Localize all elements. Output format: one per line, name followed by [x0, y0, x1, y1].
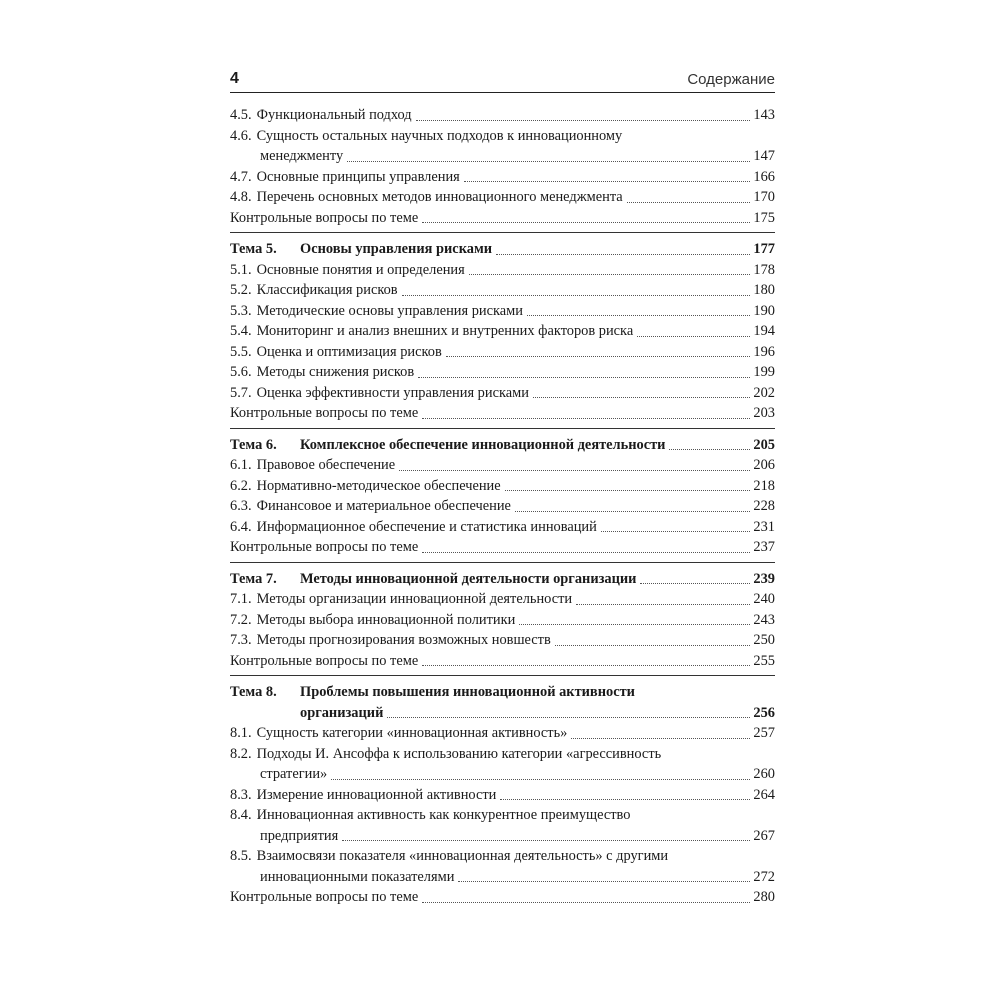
toc-entry-line [230, 610, 775, 631]
entry-page: 203 [753, 405, 775, 421]
theme-title: Проблемы повышения инновационной активности [300, 684, 635, 700]
theme-label: Тема 6. [230, 436, 277, 453]
entry-page: 180 [753, 282, 775, 298]
toc-page [230, 70, 775, 912]
toc-entry-line [230, 455, 775, 476]
entry-page: 255 [753, 652, 775, 669]
entry-number: 4.8. [230, 189, 252, 205]
leader-dots [402, 295, 751, 296]
entry-title: Методы организации инновационной деятельности [256, 591, 573, 607]
entry-title: Оценка и оптимизация рисков [256, 343, 442, 360]
entry-page: 196 [753, 343, 775, 360]
entry-title: Информационное обеспечение и статистика инноваций [256, 518, 597, 535]
entry-page: 199 [753, 364, 775, 380]
theme-heading-line [230, 435, 775, 456]
toc-entry-line [230, 517, 775, 538]
theme-label: Тема 5. [230, 241, 277, 257]
entry-title: Методические основы управления рисками [256, 302, 523, 319]
toc-section [230, 429, 775, 563]
page-header [230, 70, 775, 93]
toc-entry-line [230, 342, 775, 363]
entry-page: 190 [753, 302, 775, 319]
toc-entry-line [230, 362, 775, 383]
leader-dots [627, 202, 751, 203]
toc-entry-line [230, 651, 775, 672]
toc-entry-line [230, 589, 775, 610]
toc-entry-line [230, 805, 775, 826]
theme-heading-line [230, 569, 775, 590]
theme-heading-line [230, 703, 775, 724]
toc-section [230, 676, 775, 912]
entry-title: Контрольные вопросы по теме [230, 889, 419, 905]
entry-page: 240 [753, 591, 775, 607]
entry-number: 4.5. [230, 107, 252, 123]
entry-number: 7.3. [230, 632, 252, 648]
toc-entry-line [230, 846, 775, 867]
entry-title: Мониторинг и анализ внешних и внутренних факторов риска [256, 323, 634, 339]
theme-heading-line [230, 682, 775, 703]
entry-title: Сущность остальных научных подходов к инновационному [256, 127, 623, 144]
toc-entry-line [230, 764, 775, 785]
page-number: 4 [230, 70, 239, 87]
entry-title: Перечень основных методов инновационного менеджмента [256, 189, 623, 205]
entry-page: 218 [753, 477, 775, 494]
leader-dots [422, 418, 750, 419]
leader-dots [418, 377, 750, 378]
leader-dots [416, 120, 751, 121]
entry-number: 4.6. [230, 127, 252, 144]
theme-page: 256 [753, 704, 775, 721]
entry-number: 7.1. [230, 591, 252, 607]
theme-label: Тема 8. [230, 684, 277, 700]
entry-number: 8.4. [230, 807, 252, 823]
toc-section [230, 563, 775, 677]
toc-entry-line [230, 476, 775, 497]
toc-section [230, 233, 775, 429]
entry-page: 166 [753, 168, 775, 185]
entry-number: 8.5. [230, 848, 252, 864]
theme-heading-line [230, 239, 775, 260]
table-of-contents [230, 93, 775, 912]
entry-number: 5.1. [230, 261, 252, 278]
entry-number: 8.3. [230, 786, 252, 803]
leader-dots [496, 254, 750, 255]
leader-dots [399, 470, 750, 471]
leader-dots [576, 604, 750, 605]
entry-page: 257 [753, 725, 775, 741]
theme-page: 205 [753, 436, 775, 453]
toc-entry-line [230, 321, 775, 342]
entry-page: 272 [753, 868, 775, 885]
entry-page: 260 [753, 766, 775, 782]
leader-dots [527, 315, 750, 316]
leader-dots [422, 665, 750, 666]
leader-dots [342, 840, 750, 841]
entry-number: 5.3. [230, 302, 252, 319]
toc-entry-line [230, 105, 775, 126]
theme-page: 239 [753, 570, 775, 587]
entry-number: 4.7. [230, 168, 252, 185]
leader-dots [458, 881, 750, 882]
toc-entry-line [230, 301, 775, 322]
leader-dots [331, 779, 750, 780]
entry-title: Методы прогнозирования возможных новшеств [256, 632, 551, 648]
toc-entry-line [230, 208, 775, 229]
toc-entry-line [230, 867, 775, 888]
entry-number: 5.7. [230, 384, 252, 401]
entry-page: 231 [753, 518, 775, 535]
entry-title: Контрольные вопросы по теме [230, 539, 419, 555]
entry-number: 5.6. [230, 364, 252, 380]
theme-title: Комплексное обеспечение инновационной деятельности [300, 436, 666, 453]
entry-number: 8.2. [230, 745, 252, 762]
entry-title: Измерение инновационной активности [256, 786, 497, 803]
leader-dots [422, 222, 750, 223]
leader-dots [637, 336, 750, 337]
leader-dots [669, 449, 750, 450]
toc-entry-line [230, 785, 775, 806]
entry-page: 264 [753, 786, 775, 803]
entry-number: 6.1. [230, 457, 252, 473]
entry-title: Основные принципы управления [256, 168, 460, 185]
entry-number: 5.2. [230, 282, 252, 298]
leader-dots [571, 738, 750, 739]
leader-dots [640, 583, 750, 584]
entry-title: Контрольные вопросы по теме [230, 652, 419, 669]
toc-entry-line [230, 630, 775, 651]
entry-title: Финансовое и материальное обеспечение [256, 498, 511, 514]
entry-title: инновационными показателями [260, 868, 455, 885]
entry-title: Инновационная активность как конкурентное преимущество [256, 807, 631, 823]
entry-page: 170 [753, 189, 775, 205]
leader-dots [464, 181, 751, 182]
leader-dots [422, 552, 750, 553]
entry-page: 175 [753, 209, 775, 226]
entry-number: 7.2. [230, 611, 252, 628]
leader-dots [469, 274, 751, 275]
leader-dots [505, 490, 751, 491]
entry-page: 237 [753, 539, 775, 555]
leader-dots [515, 511, 751, 512]
toc-entry-line [230, 744, 775, 765]
entry-title: Оценка эффективности управления рисками [256, 384, 529, 401]
leader-dots [601, 531, 751, 532]
entry-number: 6.2. [230, 477, 252, 494]
theme-title: организаций [300, 704, 384, 721]
entry-title: Функциональный подход [256, 107, 412, 123]
toc-entry-line [230, 383, 775, 404]
entry-title: Сущность категории «инновационная активность» [256, 725, 568, 741]
leader-dots [347, 161, 750, 162]
toc-entry-line [230, 146, 775, 167]
theme-title: Основы управления рисками [300, 241, 493, 257]
toc-entry-line [230, 187, 775, 208]
entry-number: 6.3. [230, 498, 252, 514]
leader-dots [422, 902, 750, 903]
toc-entry-line [230, 537, 775, 558]
leader-dots [519, 624, 750, 625]
entry-title: Методы снижения рисков [256, 364, 415, 380]
running-title: Содержание [687, 71, 775, 88]
toc-entry-line [230, 167, 775, 188]
toc-entry-line [230, 126, 775, 147]
toc-entry-line [230, 826, 775, 847]
entry-page: 280 [753, 889, 775, 905]
entry-title: Основные понятия и определения [256, 261, 465, 278]
theme-label: Тема 7. [230, 570, 277, 587]
entry-title: Методы выбора инновационной политики [256, 611, 516, 628]
toc-entry-line [230, 496, 775, 517]
entry-title: Нормативно-методическое обеспечение [256, 477, 501, 494]
entry-title: предприятия [260, 827, 339, 844]
toc-entry-line [230, 280, 775, 301]
entry-title: Взаимосвязи показателя «инновационная деятельность» с другими [256, 848, 669, 864]
entry-title: стратегии» [260, 766, 328, 782]
entry-page: 178 [753, 261, 775, 278]
theme-title: Методы инновационной деятельности организации [300, 570, 637, 587]
leader-dots [446, 356, 751, 357]
entry-title: Контрольные вопросы по теме [230, 405, 419, 421]
entry-page: 194 [753, 323, 775, 339]
entry-page: 250 [753, 632, 775, 648]
leader-dots [387, 717, 750, 718]
entry-page: 228 [753, 498, 775, 514]
entry-title: Подходы И. Ансоффа к использованию категории «агрессивность [256, 745, 662, 762]
toc-entry-line [230, 260, 775, 281]
entry-page: 206 [753, 457, 775, 473]
toc-entry-line [230, 723, 775, 744]
entry-page: 147 [753, 148, 775, 164]
leader-dots [500, 799, 750, 800]
entry-number: 8.1. [230, 725, 252, 741]
entry-number: 6.4. [230, 518, 252, 535]
leader-dots [533, 397, 750, 398]
toc-section [230, 93, 775, 233]
entry-page: 143 [753, 107, 775, 123]
entry-title: Классификация рисков [256, 282, 398, 298]
theme-page: 177 [753, 241, 775, 257]
toc-entry-line [230, 887, 775, 908]
toc-entry-line [230, 403, 775, 424]
entry-page: 243 [753, 611, 775, 628]
entry-title: менеджменту [260, 148, 344, 164]
entry-title: Правовое обеспечение [256, 457, 396, 473]
entry-number: 5.4. [230, 323, 252, 339]
entry-title: Контрольные вопросы по теме [230, 209, 419, 226]
entry-page: 202 [753, 384, 775, 401]
entry-number: 5.5. [230, 343, 252, 360]
entry-page: 267 [753, 827, 775, 844]
leader-dots [555, 645, 751, 646]
